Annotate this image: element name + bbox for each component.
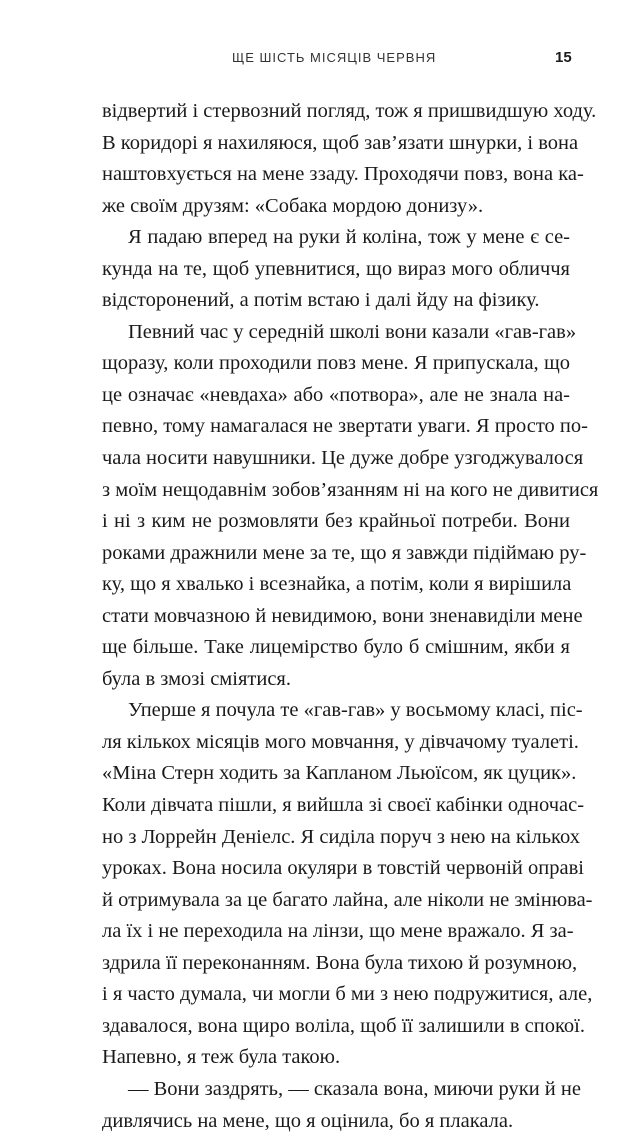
text-line: здрила її переконанням. Вона була тихою й розумною,	[102, 948, 570, 980]
text-line: Напевно, я теж була такою.	[102, 1042, 570, 1074]
text-line: Уперше я почула те «гав-гав» у восьмому класі, піс-	[102, 695, 570, 727]
text-line: ля кількох місяців мого мовчання, у дівчачому туалеті.	[102, 727, 570, 759]
paragraph	[102, 222, 570, 317]
text-line: «Міна Стерн ходить за Капланом Льюїсом, як цуцик».	[102, 758, 570, 790]
text-line: і я часто думала, чи могли б ми з нею подружитися, але,	[102, 979, 570, 1011]
text-line: ще більше. Таке лицемірство було б смішним, якби я	[102, 632, 570, 664]
paragraph	[102, 1074, 570, 1137]
text-line: була в змозі сміятися.	[102, 664, 570, 696]
text-line: Певний час у середній школі вони казали «гав-гав»	[102, 317, 570, 349]
text-line: певно, тому намагалася не звертати уваги. Я просто по-	[102, 411, 570, 443]
running-title: ЩЕ ШІСТЬ МІСЯЦІВ ЧЕРВНЯ	[232, 50, 436, 65]
page-number: 15	[555, 49, 572, 66]
text-line: Коли дівчата пішли, я вийшла зі своєї кабінки одночас-	[102, 790, 570, 822]
paragraph	[102, 695, 570, 1074]
text-line: ла їх і не переходила на лінзи, що мене вражало. Я за-	[102, 916, 570, 948]
body-text	[102, 96, 570, 1137]
text-line: це означає «невдаха» або «потвора», але не знала на-	[102, 380, 570, 412]
text-line: — Вони заздрять, — сказала вона, миючи руки й не	[102, 1074, 570, 1106]
text-line: й отримувала за це багато лайна, але ніколи не змінюва-	[102, 885, 570, 917]
text-line: дивлячись на мене, що я оцінила, бо я плакала.	[102, 1106, 570, 1137]
paragraph	[102, 317, 570, 696]
text-line: роками дражнили мене за те, що я завжди підіймаю ру-	[102, 538, 570, 570]
text-line: Я падаю вперед на руки й коліна, тож у мене є се-	[102, 222, 570, 254]
text-line: ку, що я хвалько і всезнайка, а потім, коли я вирішила	[102, 569, 570, 601]
text-line: уроках. Вона носила окуляри в товстій червоній оправі	[102, 853, 570, 885]
text-line: кунда на те, щоб упевнитися, що вираз мого обличчя	[102, 254, 570, 286]
paragraph	[102, 96, 570, 222]
text-line: і ні з ким не розмовляти без крайньої потреби. Вони	[102, 506, 570, 538]
running-head	[0, 50, 642, 70]
text-line: но з Лоррейн Деніелс. Я сиділа поруч з нею на кількох	[102, 822, 570, 854]
text-line: щоразу, коли проходили повз мене. Я припускала, що	[102, 348, 570, 380]
text-line: стати мовчазною й невидимою, вони зненавиділи мене	[102, 601, 570, 633]
text-line: здавалося, вона щиро воліла, щоб її залишили в спокої.	[102, 1011, 570, 1043]
text-line: чала носити навушники. Це дуже добре узгоджувалося	[102, 443, 570, 475]
text-line: відсторонений, а потім встаю і далі йду на фізику.	[102, 285, 570, 317]
text-line: відвертий і стервозний погляд, тож я пришвидшую ходу.	[102, 96, 570, 128]
text-line: наштовхується на мене ззаду. Проходячи повз, вона ка-	[102, 159, 570, 191]
text-line: же своїм друзям: «Собака мордою донизу».	[102, 191, 570, 223]
text-line: В коридорі я нахиляюся, щоб зав’язати шнурки, і вона	[102, 128, 570, 160]
text-line: з моїм нещодавнім зобов’язанням ні на кого не дивитися	[102, 475, 570, 507]
